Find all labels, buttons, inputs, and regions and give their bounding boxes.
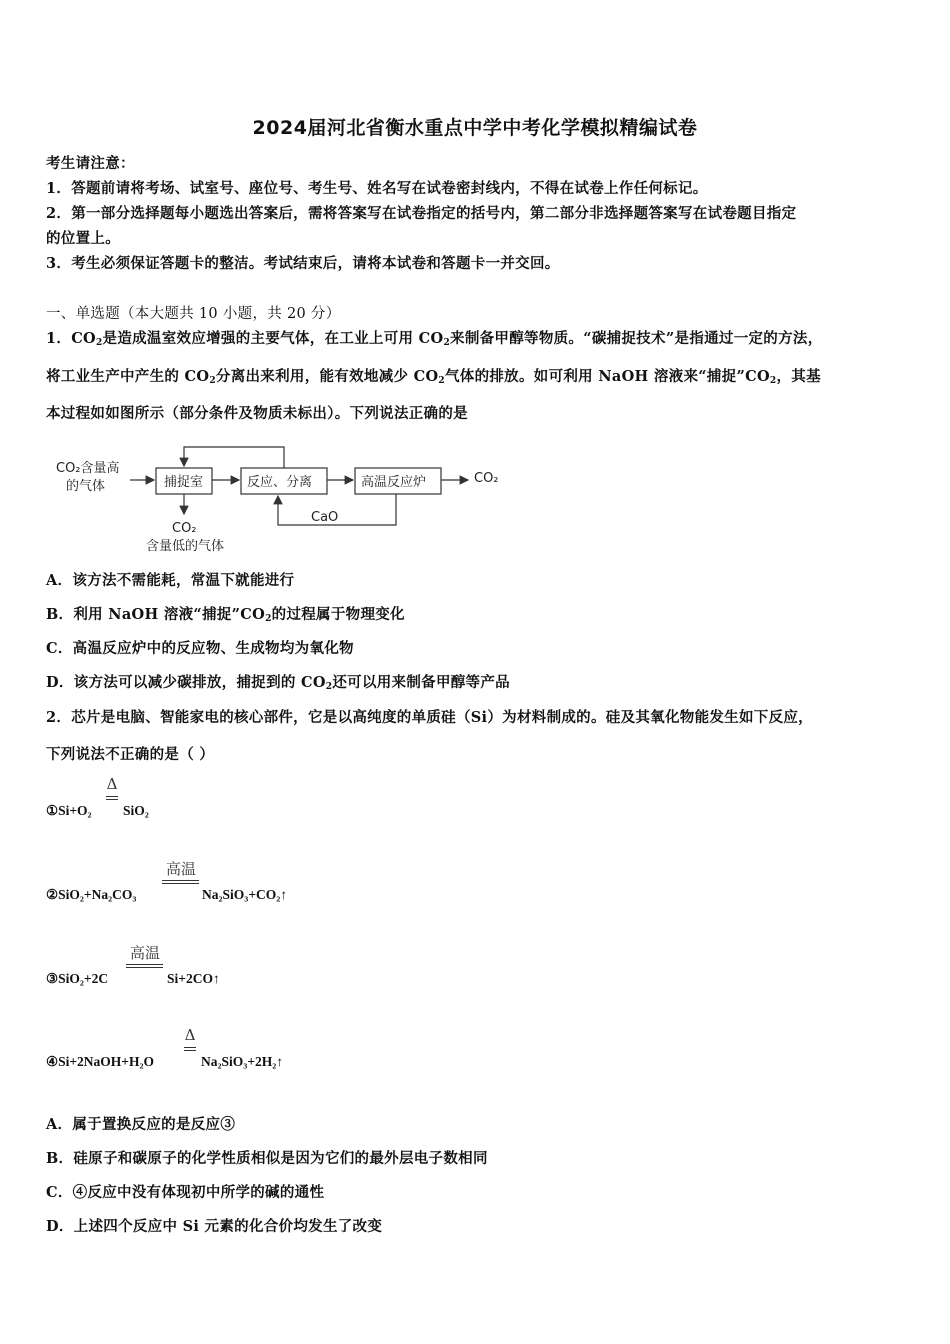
page-title: 2024届河北省衡水重点中学中考化学模拟精编试卷: [252, 117, 698, 139]
reaction-3-right: Si+2CO↑: [167, 971, 220, 986]
capture-chamber-label: 捕捉室: [164, 475, 204, 490]
reaction-1-left: ①Si+O₂: [46, 803, 92, 818]
q2-option-a: A．属于置换反应的是反应③: [46, 1116, 236, 1133]
process-flow-diagram: [46, 440, 526, 560]
q1-option-b: B．利用 NaOH 溶液“捕捉$”CO_2$的过程属于物理变化: [46, 606, 405, 624]
reaction-1-right: SiO₂: [123, 803, 149, 818]
reaction-3-left: ③SiO₂+2C: [46, 971, 109, 986]
q1-line1: 1．$CO_2$是造成温室效应增强的主要气体，在工业上可用 $CO_2$来制备甲醇等物质。“碳捕捉技术”是指通过一定的方法，: [46, 330, 823, 348]
reaction-4-equals: [184, 1047, 196, 1051]
reaction-4-condition: Δ: [184, 1026, 196, 1044]
q2-option-d: D．上述四个反应中 Si 元素的化合价均发生了改变: [46, 1218, 383, 1235]
reaction-2-left: ②SiO₂+Na₂CO₃: [46, 887, 137, 902]
notice-heading: 考生请注意：: [46, 155, 135, 172]
reaction-separation-label: 反应、分离: [247, 475, 313, 490]
notice-item: 的位置上。: [46, 230, 120, 247]
reaction-3-equals: [126, 964, 163, 968]
input-gas-label-2: 的气体: [66, 479, 106, 494]
q2-option-b: B．硅原子和碳原子的化学性质相似是因为它们的最外层电子数相同: [46, 1150, 488, 1167]
reaction-2-right: Na₂SiO₃+CO₂↑: [202, 887, 288, 902]
q1-option-d: D．该方法可以减少碳排放，捕捉到的 $CO_2$还可以用来制备甲醇等产品: [46, 674, 510, 692]
q1-option-c: C．高温反应炉中的反应物、生成物均为氧化物: [46, 640, 354, 657]
output-co2-label: CO₂: [474, 471, 499, 486]
furnace-label: 高温反应炉: [361, 475, 427, 490]
q1-line2: 将工业生产中产生的 $CO_2$分离出来利用，能有效地减少 $CO_2$气体的排放。如可利用 NaOH 溶液来“捕捉$”CO_2$，其基: [46, 368, 821, 386]
low-co2-label: CO₂: [172, 521, 197, 536]
low-co2-label-2: 含量低的气体: [146, 539, 225, 554]
notice-item: 2．第一部分选择题每小题选出答案后，需将答案写在试卷指定的括号内，第二部分非选择题答案写在试卷题目指定: [46, 205, 797, 222]
reaction-1-condition: Δ: [106, 775, 118, 793]
reaction-4-left: ④Si+2NaOH+H₂O: [46, 1054, 155, 1069]
section-heading: 一、单选题（本大题共 10 小题，共 20 分）: [46, 306, 341, 322]
reaction-3-condition: 高温: [129, 944, 160, 962]
q1-option-a: A．该方法不需能耗，常温下就能进行: [46, 572, 295, 589]
reaction-1-equals: [106, 796, 118, 800]
reaction-4-right: Na₂SiO₃+2H₂↑: [201, 1054, 284, 1069]
q2-line1: 2．芯片是电脑、智能家电的核心部件，它是以高纯度的单质硅（Si）为材料制成的。硅及其氧化物能发生如下反应，: [46, 709, 813, 726]
reaction-2-equals: [162, 880, 199, 884]
cao-label: CaO: [311, 510, 339, 525]
input-gas-label: CO₂含量高: [56, 461, 120, 476]
notice-item: 1．答题前请将考场、试室号、座位号、考生号、姓名写在试卷密封线内，不得在试卷上作任何标记。: [46, 180, 708, 197]
q1-line3: 本过程如如图所示（部分条件及物质未标出）。下列说法正确的是: [46, 405, 468, 422]
notice-item: 3．考生必须保证答题卡的整洁。考试结束后，请将本试卷和答题卡一并交回。: [46, 255, 560, 272]
q2-option-c: C．④反应中没有体现初中所学的碱的通性: [46, 1184, 325, 1201]
q2-line2: 下列说法不正确的是（ ）: [46, 746, 215, 763]
reaction-2-condition: 高温: [165, 860, 196, 878]
